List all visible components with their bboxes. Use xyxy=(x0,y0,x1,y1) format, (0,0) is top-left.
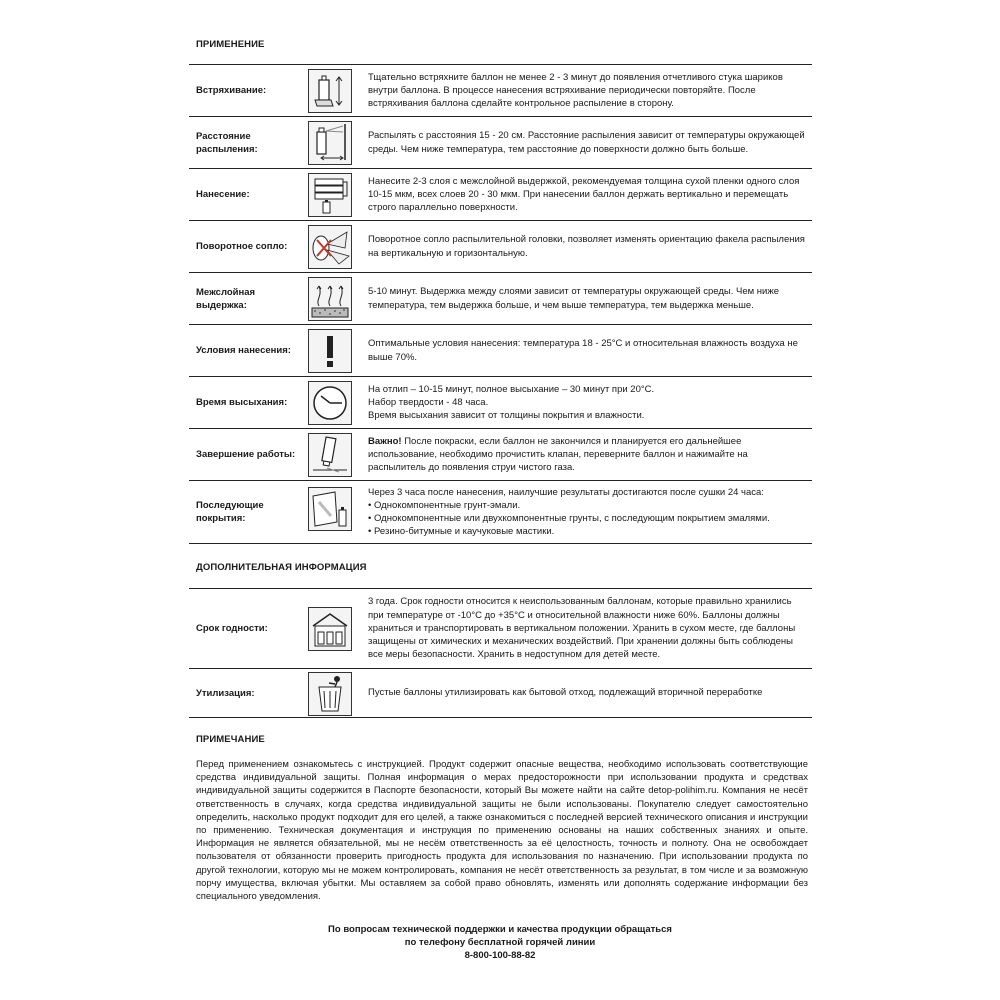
row-description xyxy=(368,481,808,543)
hotline-phone[interactable]: 8-800-100-88-82 xyxy=(464,950,536,961)
description-line: Время высыхания зависит от толщины покрытия и влажности. xyxy=(368,410,645,422)
description-line: На отлип – 10-15 минут, полное высыхание – 30 минут при 20°С. xyxy=(368,383,655,395)
note-paragraph: Перед применением ознакомьтесь с инструкцией. Продукт содержит опасные вещества, необходимо использовать соответствующие средства индивидуальной защиты. Полная информация о мерах предосторожности при использовании продукта и средствах индивидуальной защиты содержится в Паспорте безопасности, который Вы можете найти на сайте detop-polihim.ru. Компания не несёт ответственность в случаях, когда средства индивидуальной защиты не были использованы. Покупателю следует самостоятельно определить, насколько продукт подходит для его целей, а также ознакомиться с последней версией технического описания и инструкции по применению. Техническая документация и инструкция по применению основаны на наших собственных знаниях и опыте. Информация не является обязательной, мы не несём ответственность за её целостность, точность и полноту. Она не освобождает пользователя от обязанности проверить пригодность продукта для использования по назначению. При использовании продукта по другой технологии, которую мы не можем контролировать, компания не несёт ответственность за результат, в том числе и за возможную порчу имущества, включая убытки. Мы оставляем за собой право обновлять, изменять или дополнять содержание информации без специального уведомления. xyxy=(196,759,808,903)
row-interlayer-drying xyxy=(189,272,812,324)
description-line: Тщательно встряхните баллон не менее 2 - 3 минут до появления отчетливого стука шариков внутри баллона. В процессе нанесения встряхивание периодически повторяйте. После встряхивания баллона сделайте контрольное распыление в сторону. xyxy=(368,71,783,110)
description-line: 5-10 минут. Выдержка между слоями зависит от температуры окружающей среды. Чем ниже температура, тем выдержка больше, и чем выше температура, тем выдержка меньше. xyxy=(368,286,779,311)
description-line: Набор твердости - 48 часа. xyxy=(368,396,489,408)
description-line: Важно! После покраски, если баллон не закончился и планируется его дальнейшее использование, необходимо прочистить клапан, переверните баллон и нажимайте на распылитель до появления струи чистого газа. xyxy=(368,435,748,474)
row-disposal xyxy=(189,668,812,718)
footer-line: по телефону бесплатной горячей линии xyxy=(404,937,596,948)
drying-layers-icon xyxy=(308,277,352,321)
additional-info-table xyxy=(189,588,812,718)
description-line: Распылять с расстояния 15 - 20 см. Расстояние распыления зависит от температуры окружающей среды. Чем ниже температура, тем расстояние до поверхности должно быть больше. xyxy=(368,130,805,155)
description-line: 3 года. Срок годности относится к неиспользованным баллонам, которые правильно хранились при температуре от -10°С до +35°С и относительной влажности ниже 60%. Баллоны должны храниться и транспортировать в вертикальном положении. Хранить в сухом месте, где баллоны защищены от химических и механических воздействий. При хранении должны быть соблюдены все меры безопасности. Хранить в недоступном для детей месте. xyxy=(368,596,796,661)
application-table xyxy=(189,64,812,544)
clock-icon xyxy=(308,381,352,425)
overcoat-icon xyxy=(308,487,352,531)
row-label: Утилизация: xyxy=(196,687,255,699)
row-description xyxy=(368,429,808,480)
section-title-additional: ДОПОЛНИТЕЛЬНАЯ ИНФОРМАЦИЯ xyxy=(196,562,367,573)
spray-can-shake-icon xyxy=(308,69,352,113)
row-label: Последующие покрытия: xyxy=(196,500,264,524)
spray-distance-icon xyxy=(308,121,352,165)
description-line: Поворотное сопло распылительной головки, позволяет изменять ориентацию факела распыления на вертикальную и горизонтальную. xyxy=(368,234,805,259)
section-title-application: ПРИМЕНЕНИЕ xyxy=(196,39,265,50)
row-application xyxy=(189,168,812,220)
rotating-nozzle-icon xyxy=(308,225,352,269)
row-label: Расстояние распыления: xyxy=(196,130,258,155)
bullet-item: • Однокомпонентные грунт-эмали. xyxy=(368,499,808,512)
warehouse-icon xyxy=(308,607,352,651)
spray-layers-icon xyxy=(308,173,352,217)
footer-line: По вопросам технической поддержки и качества продукции обращаться xyxy=(328,924,672,935)
row-label: Срок годности: xyxy=(196,623,268,634)
row-label: Нанесение: xyxy=(196,189,250,200)
row-description xyxy=(368,325,808,376)
row-shaking xyxy=(189,64,812,116)
row-label: Межслойная выдержка: xyxy=(196,286,256,311)
section-title-note: ПРИМЕЧАНИЕ xyxy=(196,734,265,745)
important-label: Важно! xyxy=(368,435,402,447)
inverted-can-icon xyxy=(308,433,352,477)
description-line: Пустые баллоны утилизировать как бытовой отход, подлежащий вторичной переработке xyxy=(368,687,763,699)
row-shelf-life xyxy=(189,588,812,668)
row-label: Встряхивание: xyxy=(196,85,267,96)
description-line: Через 3 часа после нанесения, наилучшие результаты достигаются после сушки 24 часа: xyxy=(368,486,764,498)
row-finishing-work xyxy=(189,428,812,480)
bullet-item: • Резино-битумные и каучуковые мастики. xyxy=(368,525,808,538)
row-description xyxy=(368,169,808,220)
row-drying-time xyxy=(189,376,812,428)
row-description xyxy=(368,589,808,668)
row-label: Завершение работы: xyxy=(196,449,296,460)
row-description xyxy=(368,221,808,272)
row-description xyxy=(368,117,808,168)
description-line: Оптимальные условия нанесения: температура 18 - 25°С и относительная влажность воздуха не выше 70%. xyxy=(368,338,798,363)
bullet-item: • Однокомпонентные или двухкомпонентные грунты, с последующим покрытием эмалями. xyxy=(368,512,808,525)
row-description xyxy=(368,65,808,116)
row-spray-distance xyxy=(189,116,812,168)
row-description xyxy=(368,273,808,324)
row-subsequent-coatings xyxy=(189,480,812,544)
row-label: Время высыхания: xyxy=(196,397,288,408)
row-rotating-nozzle xyxy=(189,220,812,272)
description-line: Нанесите 2-3 слоя с межслойной выдержкой, рекомендуемая толщина сухой пленки одного слоя 10-15 мкм, всех слоев 20 - 30 мкм. При нанесении баллон держать вертикально и перемещать строго параллельно поверхности. xyxy=(368,175,800,214)
row-label: Поворотное сопло: xyxy=(196,241,288,252)
row-application-conditions xyxy=(189,324,812,376)
row-description xyxy=(368,377,808,428)
footer-contact xyxy=(0,923,1000,962)
row-description xyxy=(368,669,808,717)
trash-bin-icon xyxy=(308,672,352,716)
exclamation-icon xyxy=(308,329,352,373)
row-label: Условия нанесения: xyxy=(196,345,291,356)
